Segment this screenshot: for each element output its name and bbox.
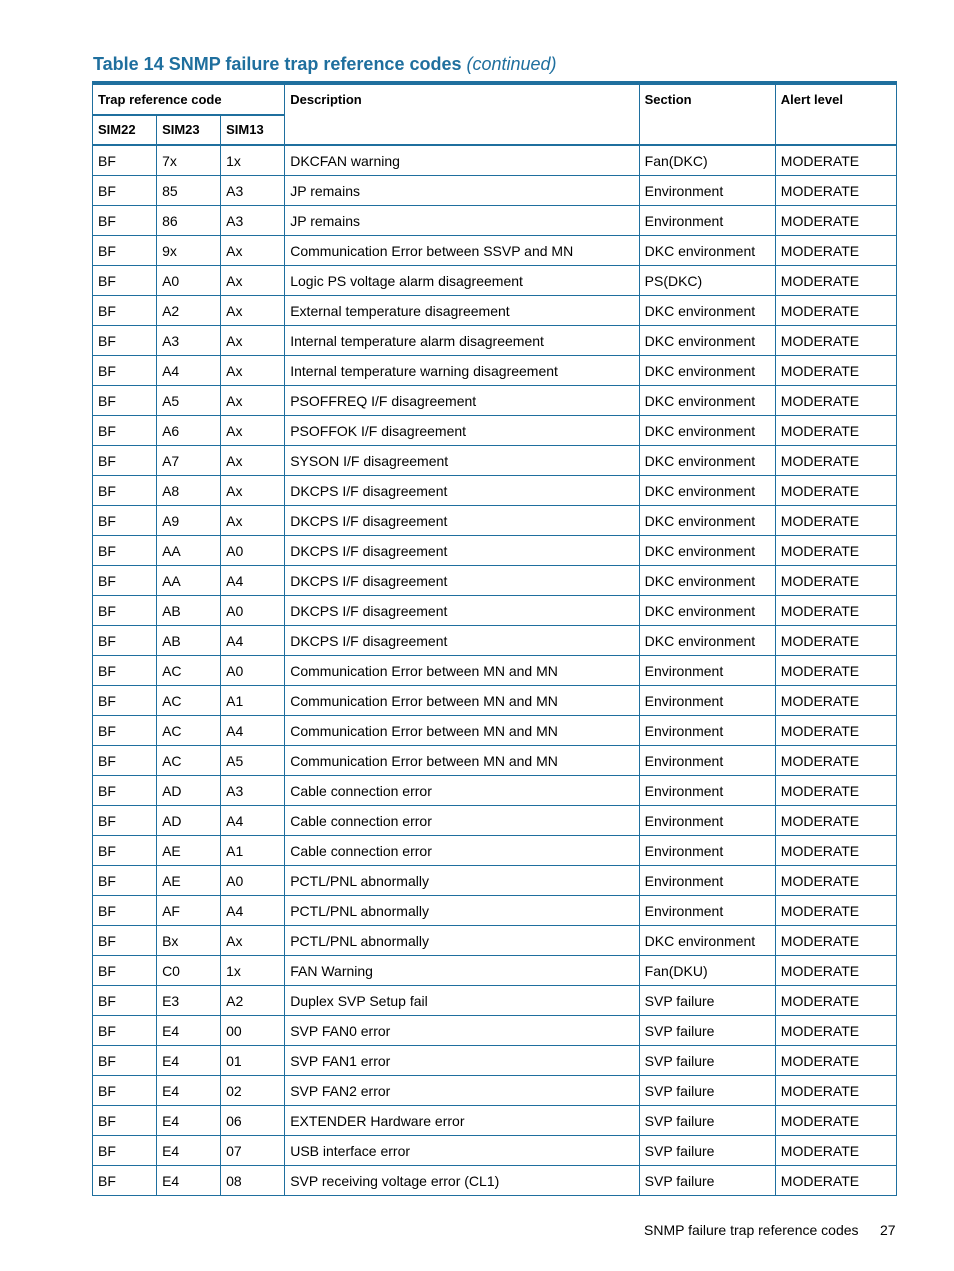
section-cell: DKC environment [639,926,775,956]
table-row [93,1076,897,1106]
table-row [93,446,897,476]
sim22-cell: BF [93,656,157,686]
sim23-cell: A9 [157,506,221,536]
description-cell: Communication Error between MN and MN [285,746,639,776]
sim23-cell: E3 [157,986,221,1016]
sim22-cell: BF [93,896,157,926]
alert-level-cell: MODERATE [775,446,896,476]
sim13-cell: A4 [221,896,285,926]
sim13-cell: A0 [221,656,285,686]
description-cell: JP remains [285,206,639,236]
table-row [93,145,897,176]
sim13-cell: A3 [221,206,285,236]
section-cell: DKC environment [639,356,775,386]
sim13-cell: 02 [221,1076,285,1106]
section-cell: DKC environment [639,536,775,566]
alert-level-cell: MODERATE [775,536,896,566]
sim22-cell: BF [93,566,157,596]
description-cell: PSOFFOK I/F disagreement [285,416,639,446]
section-cell: DKC environment [639,446,775,476]
sim13-cell: A4 [221,716,285,746]
sim23-cell: AB [157,626,221,656]
sim22-cell: BF [93,986,157,1016]
alert-level-cell: MODERATE [775,566,896,596]
sim23-cell: AD [157,776,221,806]
sim13-cell: Ax [221,326,285,356]
sim22-cell: BF [93,1046,157,1076]
sim22-header: SIM22 [93,115,157,145]
table-body [93,145,897,1196]
sim23-cell: E4 [157,1046,221,1076]
description-cell: PSOFFREQ I/F disagreement [285,386,639,416]
table-row [93,956,897,986]
table-row [93,806,897,836]
section-header: Section [639,85,775,146]
alert-level-cell: MODERATE [775,866,896,896]
section-cell: Environment [639,686,775,716]
sim22-cell: BF [93,1106,157,1136]
sim23-cell: AE [157,836,221,866]
description-cell: Communication Error between MN and MN [285,656,639,686]
description-cell: SVP FAN1 error [285,1046,639,1076]
sim13-cell: A1 [221,836,285,866]
table-row [93,416,897,446]
section-cell: Environment [639,776,775,806]
table-row [93,656,897,686]
sim13-cell: Ax [221,356,285,386]
section-cell: Environment [639,836,775,866]
alert-level-cell: MODERATE [775,266,896,296]
table-row [93,266,897,296]
alert-level-cell: MODERATE [775,956,896,986]
alert-level-cell: MODERATE [775,686,896,716]
sim13-cell: A0 [221,536,285,566]
trap-reference-table [92,84,897,1196]
sim23-cell: Bx [157,926,221,956]
sim13-cell: A5 [221,746,285,776]
section-cell: Environment [639,806,775,836]
section-cell: Environment [639,896,775,926]
alert-level-cell: MODERATE [775,176,896,206]
table-row [93,1136,897,1166]
description-cell: EXTENDER Hardware error [285,1106,639,1136]
sim23-cell: A2 [157,296,221,326]
table-row [93,536,897,566]
section-cell: SVP failure [639,1016,775,1046]
alert-level-cell: MODERATE [775,476,896,506]
section-cell: SVP failure [639,1166,775,1196]
description-cell: Duplex SVP Setup fail [285,986,639,1016]
table-row [93,836,897,866]
sim22-cell: BF [93,866,157,896]
description-cell: DKCFAN warning [285,145,639,176]
alert-level-cell: MODERATE [775,896,896,926]
sim13-cell: Ax [221,236,285,266]
description-cell: JP remains [285,176,639,206]
sim22-cell: BF [93,626,157,656]
sim13-cell: Ax [221,446,285,476]
table-row [93,746,897,776]
table-row [93,506,897,536]
sim23-cell: E4 [157,1136,221,1166]
page-number: 27 [880,1222,896,1238]
description-cell: SYSON I/F disagreement [285,446,639,476]
sim13-cell: 08 [221,1166,285,1196]
sim23-cell: AC [157,716,221,746]
description-cell: DKCPS I/F disagreement [285,506,639,536]
sim23-header: SIM23 [157,115,221,145]
sim13-cell: Ax [221,926,285,956]
table-row [93,176,897,206]
sim13-cell: 01 [221,1046,285,1076]
sim13-cell: Ax [221,416,285,446]
alert-level-cell: MODERATE [775,626,896,656]
sim13-cell: A4 [221,626,285,656]
sim22-cell: BF [93,296,157,326]
table-row [93,686,897,716]
alert-level-cell: MODERATE [775,356,896,386]
sim22-cell: BF [93,536,157,566]
sim22-cell: BF [93,236,157,266]
description-cell: Communication Error between MN and MN [285,716,639,746]
sim23-cell: 85 [157,176,221,206]
table-row [93,926,897,956]
sim23-cell: AC [157,746,221,776]
sim23-cell: E4 [157,1016,221,1046]
table-row [93,566,897,596]
alert-level-cell: MODERATE [775,746,896,776]
section-cell: SVP failure [639,1076,775,1106]
alert-level-cell: MODERATE [775,1106,896,1136]
sim22-cell: BF [93,176,157,206]
sim13-cell: A3 [221,776,285,806]
sim22-cell: BF [93,1016,157,1046]
alert-level-cell: MODERATE [775,716,896,746]
description-cell: PCTL/PNL abnormally [285,896,639,926]
description-cell: DKCPS I/F disagreement [285,626,639,656]
sim23-cell: C0 [157,956,221,986]
alert-level-cell: MODERATE [775,926,896,956]
sim13-cell: Ax [221,506,285,536]
table-title: Table 14 SNMP failure trap reference codes [93,54,462,74]
alert-level-cell: MODERATE [775,596,896,626]
sim22-cell: BF [93,956,157,986]
sim13-header: SIM13 [221,115,285,145]
sim23-cell: A0 [157,266,221,296]
alert-level-cell: MODERATE [775,806,896,836]
sim23-cell: AB [157,596,221,626]
section-cell: Environment [639,176,775,206]
alert-level-cell: MODERATE [775,326,896,356]
table-caption [93,54,557,75]
sim13-cell: 00 [221,1016,285,1046]
alert-level-cell: MODERATE [775,296,896,326]
alert-level-cell: MODERATE [775,386,896,416]
description-cell: Communication Error between MN and MN [285,686,639,716]
sim13-cell: A0 [221,866,285,896]
description-cell: External temperature disagreement [285,296,639,326]
sim23-cell: AA [157,566,221,596]
sim13-cell: Ax [221,386,285,416]
description-cell: DKCPS I/F disagreement [285,596,639,626]
sim23-cell: A4 [157,356,221,386]
sim23-cell: 7x [157,145,221,176]
table-row [93,986,897,1016]
description-cell: FAN Warning [285,956,639,986]
alert-level-cell: MODERATE [775,206,896,236]
table-row [93,206,897,236]
section-cell: SVP failure [639,1136,775,1166]
description-cell: SVP receiving voltage error (CL1) [285,1166,639,1196]
alert-level-cell: MODERATE [775,1046,896,1076]
sim22-cell: BF [93,446,157,476]
sim23-cell: A5 [157,386,221,416]
sim13-cell: A4 [221,566,285,596]
description-cell: Cable connection error [285,836,639,866]
sim13-cell: A2 [221,986,285,1016]
footer-section-title: SNMP failure trap reference codes [644,1222,859,1238]
table-row [93,236,897,266]
sim23-cell: E4 [157,1076,221,1106]
sim22-cell: BF [93,926,157,956]
description-cell: PCTL/PNL abnormally [285,866,639,896]
sim23-cell: 9x [157,236,221,266]
section-cell: Fan(DKC) [639,145,775,176]
table-row [93,896,897,926]
description-cell: Internal temperature alarm disagreement [285,326,639,356]
sim22-cell: BF [93,686,157,716]
table-row [93,1166,897,1196]
description-cell: Cable connection error [285,776,639,806]
section-cell: DKC environment [639,326,775,356]
sim22-cell: BF [93,806,157,836]
sim22-cell: BF [93,1076,157,1106]
section-cell: PS(DKC) [639,266,775,296]
sim13-cell: A3 [221,176,285,206]
table-row [93,626,897,656]
sim13-cell: 1x [221,956,285,986]
sim23-cell: 86 [157,206,221,236]
sim13-cell: 1x [221,145,285,176]
section-cell: DKC environment [639,296,775,326]
header-row [93,85,897,116]
alert-level-cell: MODERATE [775,506,896,536]
table-row [93,776,897,806]
sim23-cell: A7 [157,446,221,476]
sim23-cell: AA [157,536,221,566]
sim22-cell: BF [93,386,157,416]
sim13-cell: A0 [221,596,285,626]
section-cell: DKC environment [639,386,775,416]
table-row [93,596,897,626]
table-row [93,1016,897,1046]
sim23-cell: AD [157,806,221,836]
alert-level-cell: MODERATE [775,776,896,806]
sim22-cell: BF [93,356,157,386]
alert-level-cell: MODERATE [775,836,896,866]
sim22-cell: BF [93,1166,157,1196]
table-row [93,386,897,416]
table-continued-label: (continued) [466,54,557,74]
section-cell: SVP failure [639,986,775,1016]
section-cell: Environment [639,746,775,776]
sim22-cell: BF [93,596,157,626]
alert-level-header: Alert level [775,85,896,146]
sim23-cell: AC [157,686,221,716]
alert-level-cell: MODERATE [775,145,896,176]
sim13-cell: Ax [221,266,285,296]
description-cell: Internal temperature warning disagreement [285,356,639,386]
sim13-cell: Ax [221,476,285,506]
sim13-cell: A4 [221,806,285,836]
sim23-cell: AF [157,896,221,926]
sim22-cell: BF [93,145,157,176]
sim23-cell: A6 [157,416,221,446]
section-cell: Environment [639,866,775,896]
section-cell: Environment [639,716,775,746]
sim13-cell: Ax [221,296,285,326]
section-cell: DKC environment [639,506,775,536]
table-row [93,356,897,386]
sim22-cell: BF [93,266,157,296]
sim13-cell: 06 [221,1106,285,1136]
description-cell: DKCPS I/F disagreement [285,536,639,566]
alert-level-cell: MODERATE [775,656,896,686]
description-cell: DKCPS I/F disagreement [285,566,639,596]
alert-level-cell: MODERATE [775,1016,896,1046]
sim22-cell: BF [93,776,157,806]
sim22-cell: BF [93,1136,157,1166]
section-cell: DKC environment [639,416,775,446]
section-cell: Environment [639,206,775,236]
sim23-cell: AE [157,866,221,896]
table-row [93,326,897,356]
description-cell: DKCPS I/F disagreement [285,476,639,506]
sim23-cell: E4 [157,1106,221,1136]
sim22-cell: BF [93,326,157,356]
table-row [93,296,897,326]
table-row [93,1106,897,1136]
sim23-cell: E4 [157,1166,221,1196]
alert-level-cell: MODERATE [775,416,896,446]
section-cell: DKC environment [639,236,775,266]
table-row [93,476,897,506]
sim23-cell: AC [157,656,221,686]
sim22-cell: BF [93,746,157,776]
description-cell: USB interface error [285,1136,639,1166]
alert-level-cell: MODERATE [775,236,896,266]
sim13-cell: A1 [221,686,285,716]
alert-level-cell: MODERATE [775,1076,896,1106]
section-cell: SVP failure [639,1106,775,1136]
description-cell: SVP FAN0 error [285,1016,639,1046]
table-row [93,716,897,746]
section-cell: DKC environment [639,626,775,656]
trap-reference-code-header: Trap reference code [93,85,285,116]
sim13-cell: 07 [221,1136,285,1166]
section-cell: DKC environment [639,596,775,626]
sim23-cell: A3 [157,326,221,356]
sim22-cell: BF [93,206,157,236]
sim22-cell: BF [93,836,157,866]
alert-level-cell: MODERATE [775,1136,896,1166]
sim22-cell: BF [93,506,157,536]
section-cell: Fan(DKU) [639,956,775,986]
sim23-cell: A8 [157,476,221,506]
section-cell: DKC environment [639,476,775,506]
alert-level-cell: MODERATE [775,986,896,1016]
description-cell: Cable connection error [285,806,639,836]
sim22-cell: BF [93,416,157,446]
description-cell: SVP FAN2 error [285,1076,639,1106]
section-cell: SVP failure [639,1046,775,1076]
description-cell: Logic PS voltage alarm disagreement [285,266,639,296]
alert-level-cell: MODERATE [775,1166,896,1196]
sim22-cell: BF [93,476,157,506]
section-cell: DKC environment [639,566,775,596]
table-row [93,866,897,896]
description-cell: Communication Error between SSVP and MN [285,236,639,266]
description-header: Description [285,85,639,146]
section-cell: Environment [639,656,775,686]
table-row [93,1046,897,1076]
sim22-cell: BF [93,716,157,746]
description-cell: PCTL/PNL abnormally [285,926,639,956]
